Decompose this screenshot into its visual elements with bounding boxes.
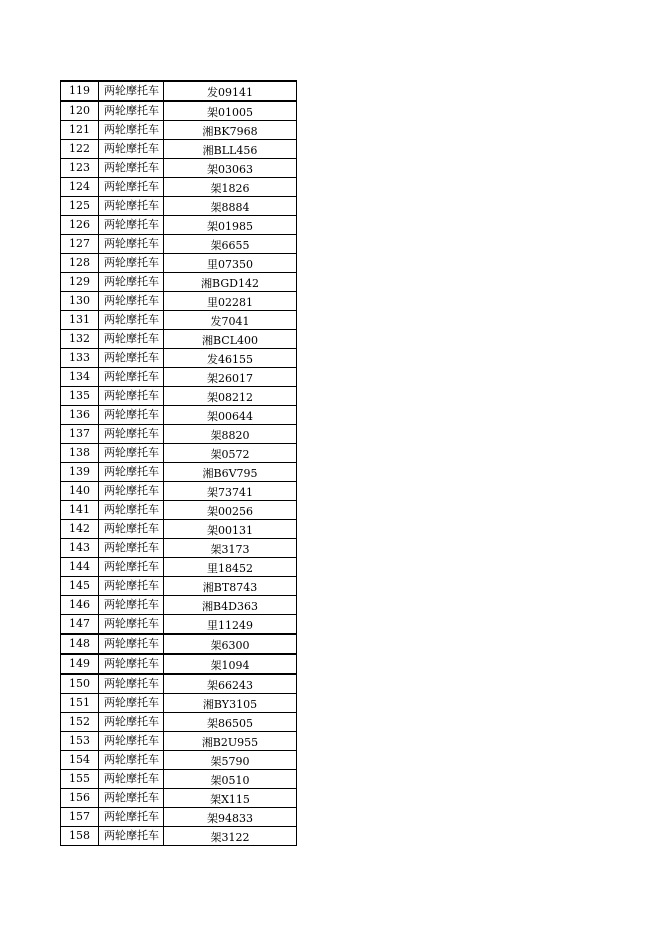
row-number-cell[interactable]: 139 [61, 463, 99, 482]
row-number-cell[interactable]: 143 [61, 539, 99, 558]
vehicle-type-cell[interactable]: 两轮摩托车 [99, 178, 164, 197]
plate-number-cell[interactable]: 发09141 [164, 81, 297, 101]
row-number-cell[interactable]: 147 [61, 615, 99, 635]
vehicle-type-cell[interactable]: 两轮摩托车 [99, 558, 164, 577]
vehicle-type-cell[interactable]: 两轮摩托车 [99, 159, 164, 178]
table-row [61, 406, 297, 425]
vehicle-type-cell[interactable]: 两轮摩托车 [99, 577, 164, 596]
table-row [61, 539, 297, 558]
row-number-cell[interactable]: 157 [61, 808, 99, 827]
plate-number-cell[interactable]: 架6655 [164, 235, 297, 254]
row-number-cell[interactable]: 151 [61, 694, 99, 713]
row-number-cell[interactable]: 153 [61, 732, 99, 751]
plate-number-cell[interactable]: 架8820 [164, 425, 297, 444]
row-number-cell[interactable]: 154 [61, 751, 99, 770]
row-number-cell[interactable]: 156 [61, 789, 99, 808]
table-row [61, 615, 297, 635]
vehicle-type-cell[interactable]: 两轮摩托车 [99, 197, 164, 216]
table-row [61, 330, 297, 349]
table-row [61, 235, 297, 254]
table-row [61, 713, 297, 732]
vehicle-type-cell[interactable]: 两轮摩托车 [99, 654, 164, 674]
plate-number-cell[interactable]: 架0572 [164, 444, 297, 463]
vehicle-type-cell[interactable]: 两轮摩托车 [99, 311, 164, 330]
row-number-cell[interactable]: 130 [61, 292, 99, 311]
row-number-cell[interactable]: 145 [61, 577, 99, 596]
table-row [61, 634, 297, 654]
vehicle-type-cell[interactable]: 两轮摩托车 [99, 235, 164, 254]
plate-number-cell[interactable]: 湘BK7968 [164, 121, 297, 140]
row-number-cell[interactable]: 144 [61, 558, 99, 577]
plate-number-cell[interactable]: 架86505 [164, 713, 297, 732]
row-number-cell[interactable]: 138 [61, 444, 99, 463]
table-row [61, 140, 297, 159]
table-row [61, 482, 297, 501]
plate-number-cell[interactable]: 架01985 [164, 216, 297, 235]
table-row [61, 292, 297, 311]
row-number-cell[interactable]: 150 [61, 674, 99, 694]
spreadsheet-table-region [60, 80, 296, 846]
plate-number-cell[interactable]: 架94833 [164, 808, 297, 827]
table-row [61, 425, 297, 444]
table-row [61, 197, 297, 216]
plate-number-cell[interactable]: 湘B4D363 [164, 596, 297, 615]
row-number-cell[interactable]: 126 [61, 216, 99, 235]
plate-number-cell[interactable]: 里07350 [164, 254, 297, 273]
vehicle-type-cell[interactable]: 两轮摩托车 [99, 273, 164, 292]
row-number-cell[interactable]: 128 [61, 254, 99, 273]
table-row [61, 751, 297, 770]
plate-number-cell[interactable]: 架1094 [164, 654, 297, 674]
table-row [61, 577, 297, 596]
vehicle-type-cell[interactable]: 两轮摩托车 [99, 254, 164, 273]
row-number-cell[interactable]: 142 [61, 520, 99, 539]
row-number-cell[interactable]: 149 [61, 654, 99, 674]
vehicle-type-cell[interactable]: 两轮摩托车 [99, 615, 164, 635]
plate-number-cell[interactable]: 湘BCL400 [164, 330, 297, 349]
vehicle-type-cell[interactable]: 两轮摩托车 [99, 789, 164, 808]
vehicle-type-cell[interactable]: 两轮摩托车 [99, 674, 164, 694]
vehicle-type-cell[interactable]: 两轮摩托车 [99, 81, 164, 101]
table-row [61, 827, 297, 846]
plate-number-cell[interactable]: 架00131 [164, 520, 297, 539]
row-number-cell[interactable]: 158 [61, 827, 99, 846]
vehicle-type-cell[interactable]: 两轮摩托车 [99, 770, 164, 789]
table-row [61, 254, 297, 273]
vehicle-table [60, 80, 297, 846]
row-number-cell[interactable]: 152 [61, 713, 99, 732]
vehicle-type-cell[interactable]: 两轮摩托车 [99, 501, 164, 520]
vehicle-type-cell[interactable]: 两轮摩托车 [99, 121, 164, 140]
table-row [61, 178, 297, 197]
vehicle-type-cell[interactable]: 两轮摩托车 [99, 596, 164, 615]
vehicle-type-cell[interactable]: 两轮摩托车 [99, 694, 164, 713]
table-row [61, 789, 297, 808]
plate-number-cell[interactable]: 架3122 [164, 827, 297, 846]
table-body [61, 81, 297, 846]
vehicle-type-cell[interactable]: 两轮摩托车 [99, 406, 164, 425]
vehicle-type-cell[interactable]: 两轮摩托车 [99, 368, 164, 387]
vehicle-type-cell[interactable]: 两轮摩托车 [99, 140, 164, 159]
table-row [61, 444, 297, 463]
vehicle-type-cell[interactable]: 两轮摩托车 [99, 425, 164, 444]
table-row [61, 463, 297, 482]
plate-number-cell[interactable]: 架1826 [164, 178, 297, 197]
table-row [61, 520, 297, 539]
plate-number-cell[interactable]: 架73741 [164, 482, 297, 501]
row-number-cell[interactable]: 127 [61, 235, 99, 254]
table-row [61, 674, 297, 694]
vehicle-type-cell[interactable]: 两轮摩托车 [99, 751, 164, 770]
row-number-cell[interactable]: 136 [61, 406, 99, 425]
table-row [61, 101, 297, 121]
plate-number-cell[interactable]: 架01005 [164, 101, 297, 121]
vehicle-type-cell[interactable]: 两轮摩托车 [99, 349, 164, 368]
vehicle-type-cell[interactable]: 两轮摩托车 [99, 387, 164, 406]
row-number-cell[interactable]: 120 [61, 101, 99, 121]
plate-number-cell[interactable]: 架03063 [164, 159, 297, 178]
plate-number-cell[interactable]: 架08212 [164, 387, 297, 406]
table-row [61, 732, 297, 751]
plate-number-cell[interactable]: 架X115 [164, 789, 297, 808]
row-number-cell[interactable]: 148 [61, 634, 99, 654]
table-row [61, 596, 297, 615]
vehicle-type-cell[interactable]: 两轮摩托车 [99, 292, 164, 311]
row-number-cell[interactable]: 137 [61, 425, 99, 444]
plate-number-cell[interactable]: 架26017 [164, 368, 297, 387]
vehicle-type-cell[interactable]: 两轮摩托车 [99, 634, 164, 654]
plate-number-cell[interactable]: 湘B2U955 [164, 732, 297, 751]
table-row [61, 387, 297, 406]
row-number-cell[interactable]: 121 [61, 121, 99, 140]
plate-number-cell[interactable]: 湘BY3105 [164, 694, 297, 713]
row-number-cell[interactable]: 133 [61, 349, 99, 368]
plate-number-cell[interactable]: 架00644 [164, 406, 297, 425]
table-row [61, 558, 297, 577]
plate-number-cell[interactable]: 里11249 [164, 615, 297, 635]
plate-number-cell[interactable]: 里02281 [164, 292, 297, 311]
table-row [61, 368, 297, 387]
table-row [61, 121, 297, 140]
plate-number-cell[interactable]: 发7041 [164, 311, 297, 330]
plate-number-cell[interactable]: 湘B6V795 [164, 463, 297, 482]
table-row [61, 216, 297, 235]
row-number-cell[interactable]: 132 [61, 330, 99, 349]
plate-number-cell[interactable]: 湘BLL456 [164, 140, 297, 159]
plate-number-cell[interactable]: 发46155 [164, 349, 297, 368]
plate-number-cell[interactable]: 架3173 [164, 539, 297, 558]
row-number-cell[interactable]: 155 [61, 770, 99, 789]
vehicle-type-cell[interactable]: 两轮摩托车 [99, 713, 164, 732]
plate-number-cell[interactable]: 湘BT8743 [164, 577, 297, 596]
vehicle-type-cell[interactable]: 两轮摩托车 [99, 216, 164, 235]
vehicle-type-cell[interactable]: 两轮摩托车 [99, 732, 164, 751]
vehicle-type-cell[interactable]: 两轮摩托车 [99, 444, 164, 463]
table-row [61, 808, 297, 827]
plate-number-cell[interactable]: 架5790 [164, 751, 297, 770]
plate-number-cell[interactable]: 架6300 [164, 634, 297, 654]
row-number-cell[interactable]: 125 [61, 197, 99, 216]
row-number-cell[interactable]: 129 [61, 273, 99, 292]
row-number-cell[interactable]: 140 [61, 482, 99, 501]
plate-number-cell[interactable]: 架8884 [164, 197, 297, 216]
row-number-cell[interactable]: 146 [61, 596, 99, 615]
plate-number-cell[interactable]: 架00256 [164, 501, 297, 520]
table-row [61, 273, 297, 292]
vehicle-type-cell[interactable]: 两轮摩托车 [99, 101, 164, 121]
vehicle-type-cell[interactable]: 两轮摩托车 [99, 808, 164, 827]
row-number-cell[interactable]: 141 [61, 501, 99, 520]
vehicle-type-cell[interactable]: 两轮摩托车 [99, 463, 164, 482]
plate-number-cell[interactable]: 里18452 [164, 558, 297, 577]
row-number-cell[interactable]: 131 [61, 311, 99, 330]
vehicle-type-cell[interactable]: 两轮摩托车 [99, 520, 164, 539]
plate-number-cell[interactable]: 架0510 [164, 770, 297, 789]
plate-number-cell[interactable]: 湘BGD142 [164, 273, 297, 292]
table-row [61, 694, 297, 713]
table-row [61, 654, 297, 674]
row-number-cell[interactable]: 123 [61, 159, 99, 178]
vehicle-type-cell[interactable]: 两轮摩托车 [99, 482, 164, 501]
vehicle-type-cell[interactable]: 两轮摩托车 [99, 539, 164, 558]
table-row [61, 770, 297, 789]
row-number-cell[interactable]: 135 [61, 387, 99, 406]
vehicle-type-cell[interactable]: 两轮摩托车 [99, 330, 164, 349]
table-row [61, 501, 297, 520]
table-row [61, 159, 297, 178]
row-number-cell[interactable]: 122 [61, 140, 99, 159]
table-row [61, 349, 297, 368]
table-row [61, 81, 297, 101]
row-number-cell[interactable]: 119 [61, 81, 99, 101]
table-row [61, 311, 297, 330]
row-number-cell[interactable]: 124 [61, 178, 99, 197]
row-number-cell[interactable]: 134 [61, 368, 99, 387]
plate-number-cell[interactable]: 架66243 [164, 674, 297, 694]
vehicle-type-cell[interactable]: 两轮摩托车 [99, 827, 164, 846]
